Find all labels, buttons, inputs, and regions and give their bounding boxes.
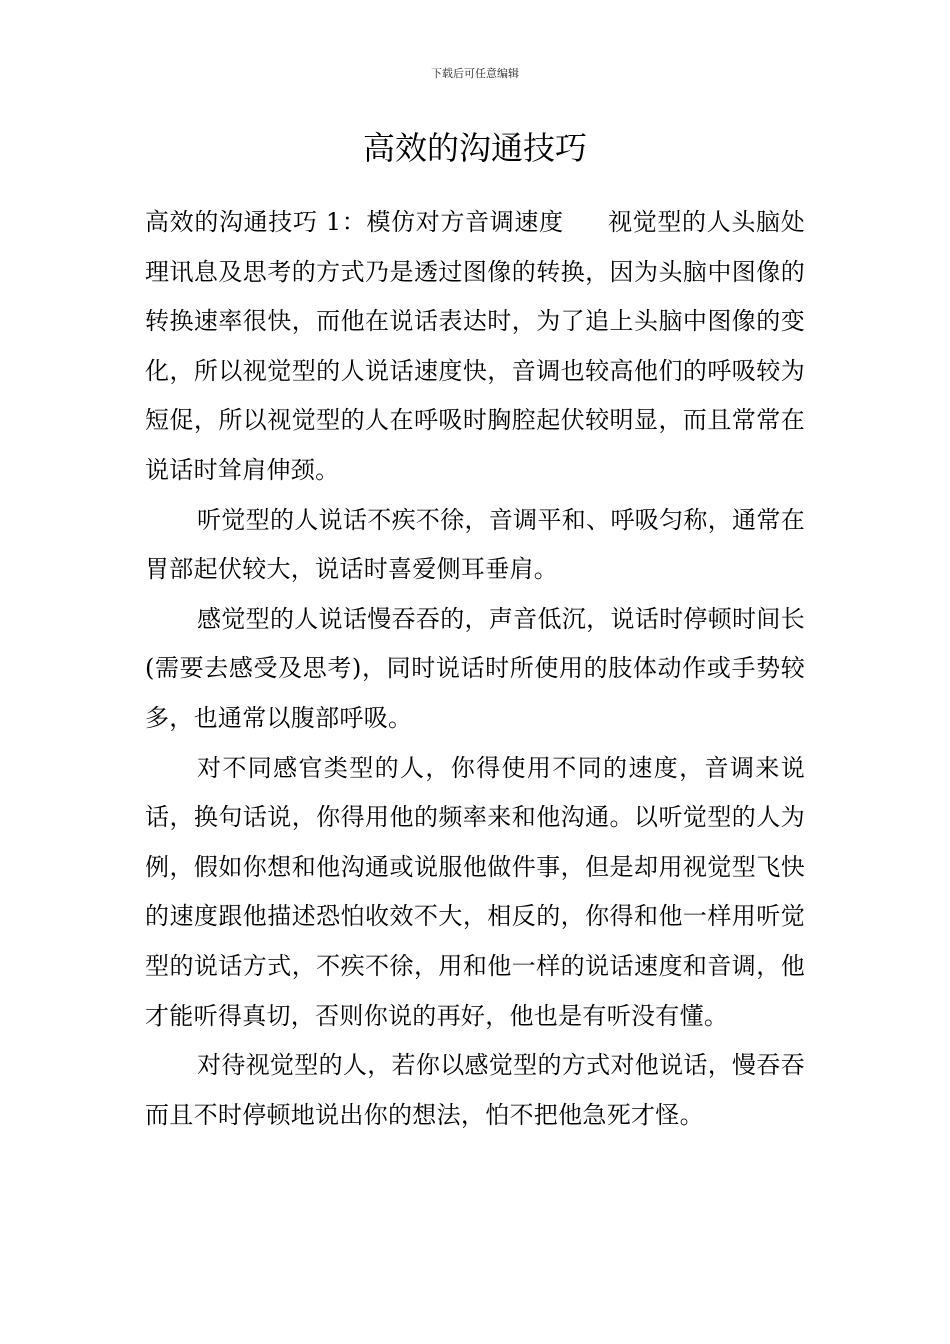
page-header-note: 下载后可任意编辑 <box>431 67 519 80</box>
paragraph-adapt-speed: 对不同感官类型的人，你得使用不同的速度，音调来说话，换句话说，你得用他的频率来和他沟通。以听觉型的人为例，假如你想和他沟通或说服他做件事，但是却用视觉型飞快的速度跟他描述恐怕收效不大，相反的，你得和他一样用听觉型的说话方式，不疾不徐，用和他一样的说话速度和音调，他才能听得真切，否则你说的再好，他也是有听没有懂。 <box>145 753 805 1030</box>
paragraph-auditory-type: 听觉型的人说话不疾不徐，音调平和、呼吸匀称，通常在胃部起伏较大，说话时喜爱侧耳垂肩。 <box>145 505 805 584</box>
paragraph-intro <box>145 198 805 496</box>
paragraph-visual-type: 视觉型的人头脑处理讯息及思考的方式乃是透过图像的转换，因为头脑中图像的转换速率很快，而他在说话表达时，为了追上头脑中图像的变化，所以视觉型的人说话速度快，音调也较高他们的呼吸较为短促，所以视觉型的人在呼吸时胸腔起伏较明显，而且常常在说话时耸肩伸颈。 <box>145 208 805 484</box>
document-title: 高效的沟通技巧 <box>362 129 587 167</box>
intro-heading: 高效的沟通技巧 1：模仿对方音调速度 <box>145 208 564 236</box>
paragraph-visual-example: 对待视觉型的人，若你以感觉型的方式对他说话，慢吞吞而且不时停顿地说出你的想法，怕不把他急死才怪。 <box>145 1051 805 1129</box>
document-body <box>145 198 805 1140</box>
paragraph-kinesthetic-type: 感觉型的人说话慢吞吞的，声音低沉，说话时停顿时间长(需要去感受及思考)，同时说话时所使用的肢体动作或手势较多，也通常以腹部呼吸。 <box>145 604 805 732</box>
